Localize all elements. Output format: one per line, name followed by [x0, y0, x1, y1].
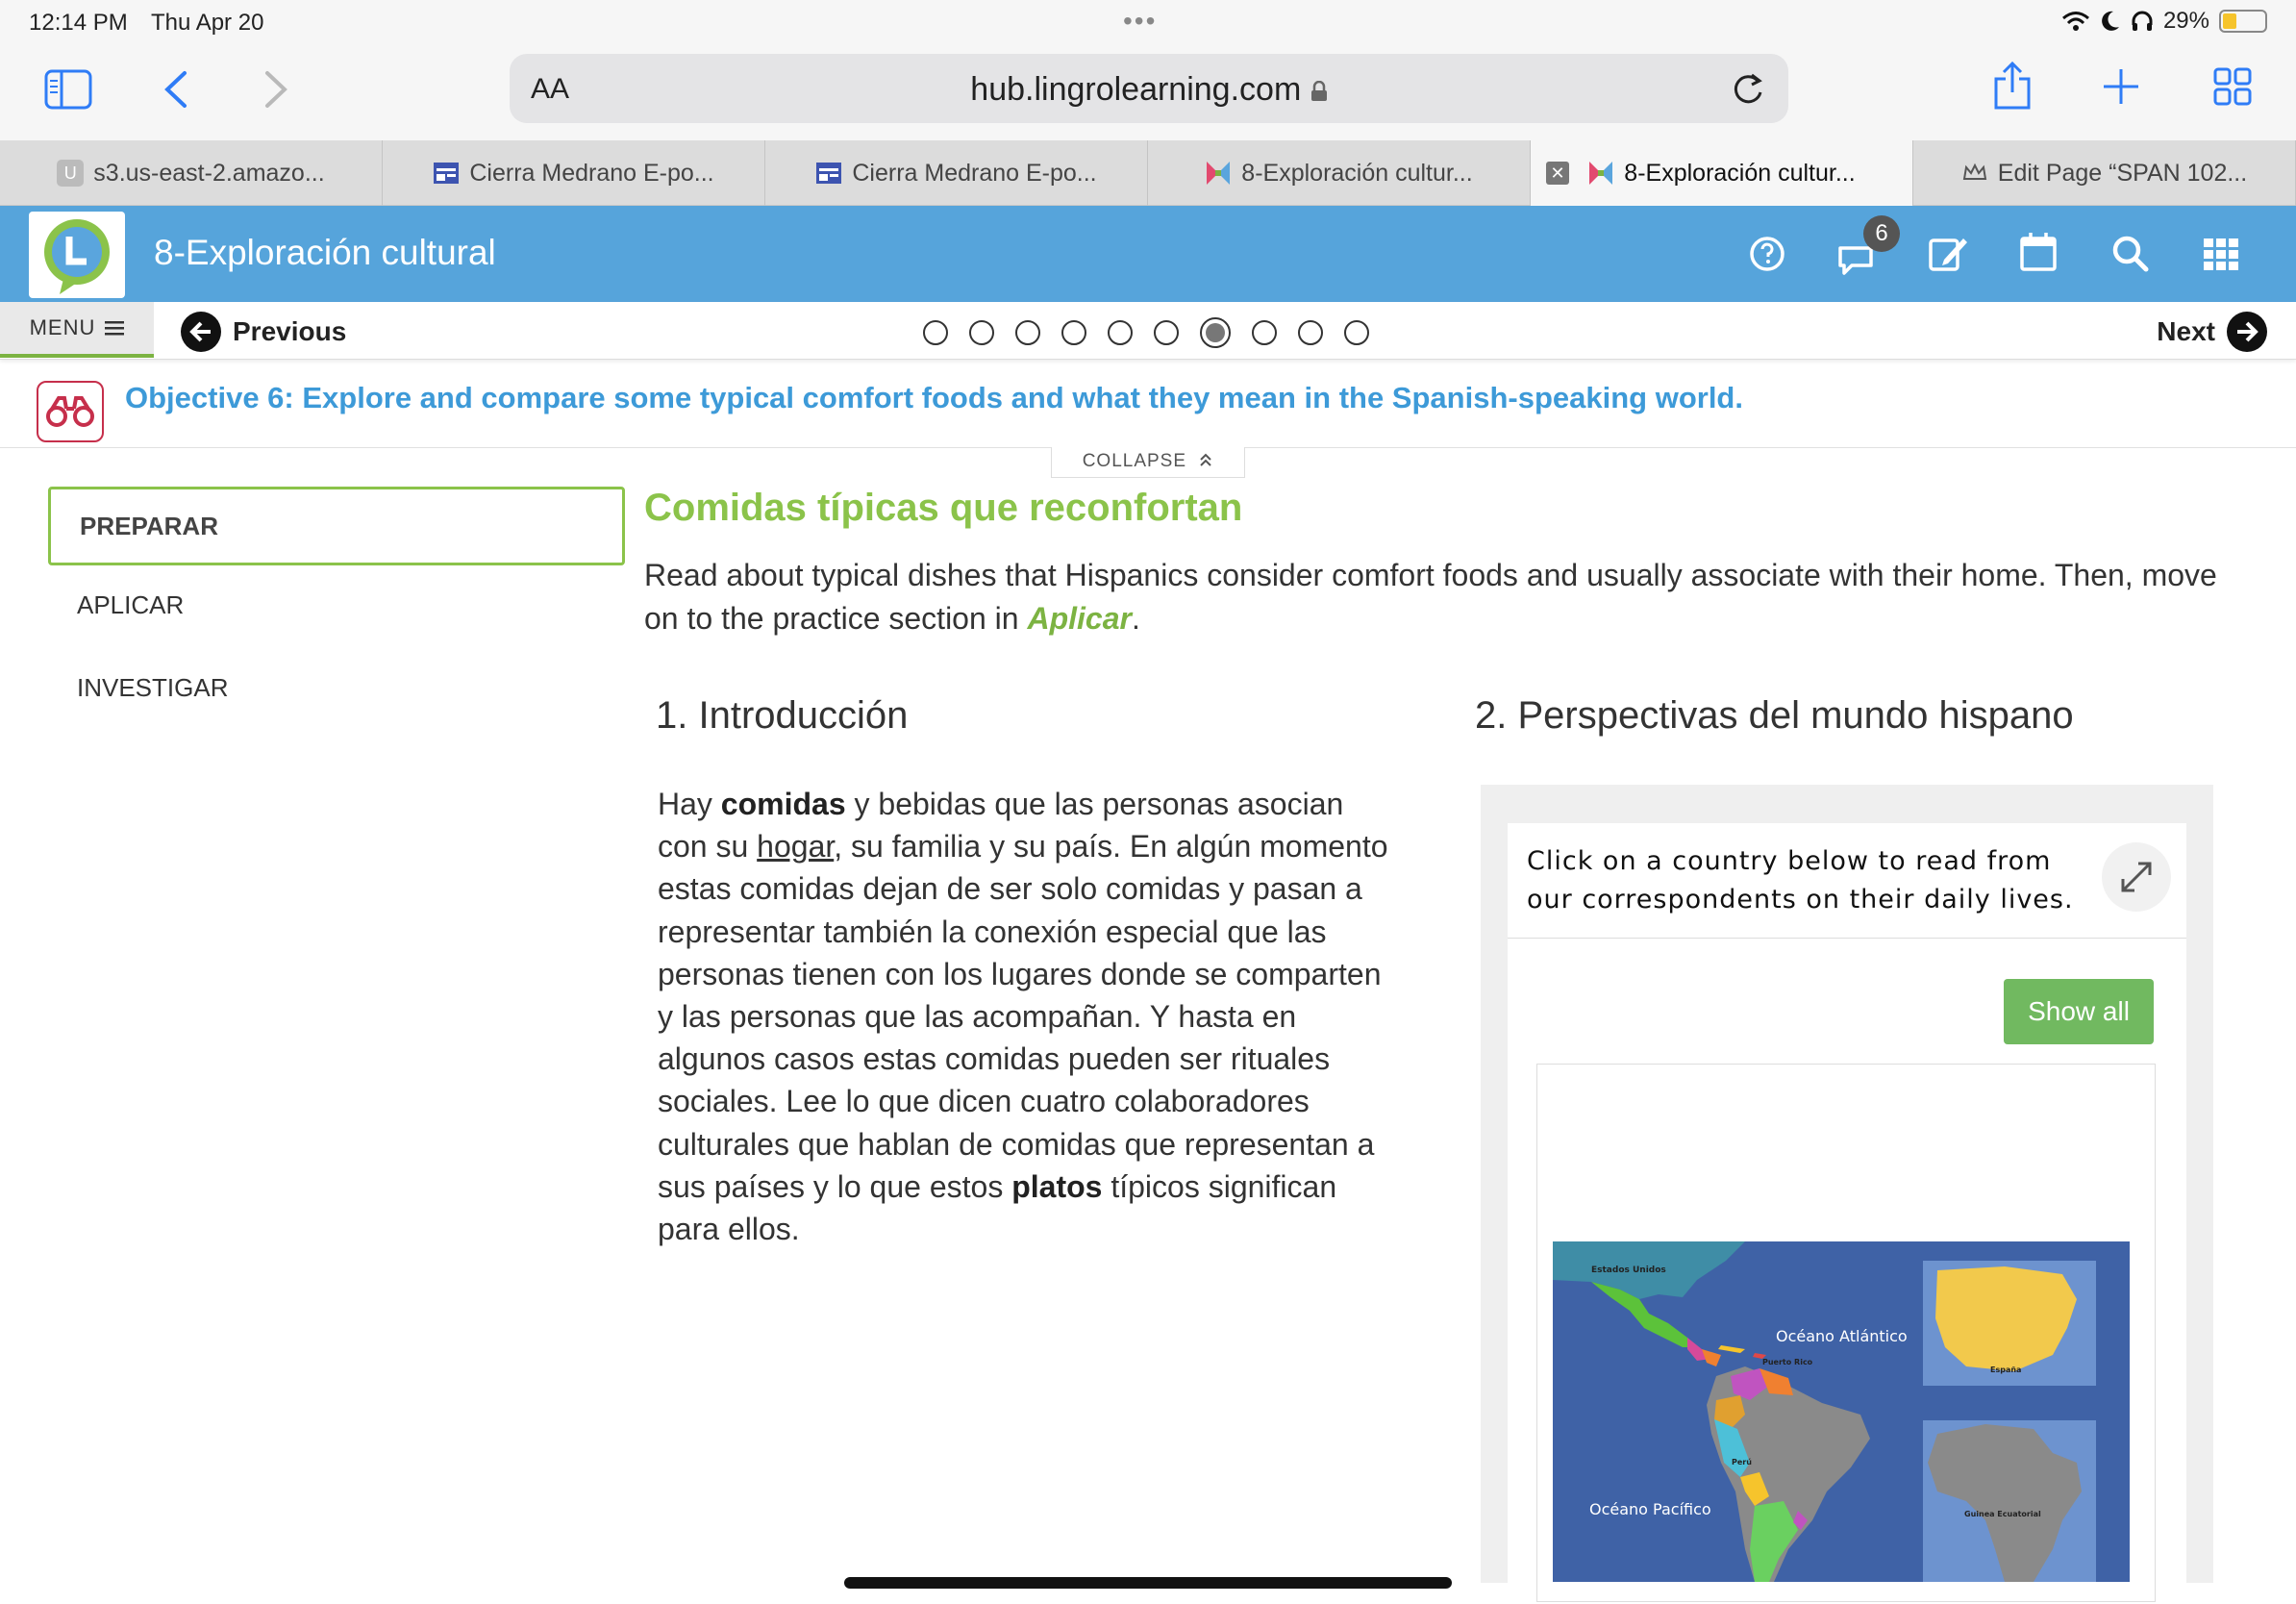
collapse-label: COLLAPSE [1082, 451, 1187, 471]
menu-label: MENU [29, 315, 96, 339]
menu-button[interactable] [0, 302, 154, 358]
section-sidebar [48, 487, 625, 727]
sidebar-item-investigar[interactable] [48, 648, 625, 727]
home-indicator[interactable] [844, 1577, 1452, 1589]
battery-percent: 29% [2162, 8, 2209, 34]
tab-label: 8-Exploración cultur... [1241, 159, 1473, 187]
map-label-eq-guinea: Guinea Ecuatorial [1964, 1510, 2041, 1518]
next-label: Next [2157, 316, 2215, 346]
multitask-dots-icon[interactable]: ••• [1123, 6, 1158, 36]
address-bar[interactable] [510, 54, 1788, 123]
share-icon[interactable] [1992, 62, 2033, 112]
map-label-pacific: Océano Pacífico [1589, 1500, 1711, 1518]
page-dot[interactable] [1108, 320, 1133, 345]
expand-icon [2119, 860, 2154, 894]
page-dot[interactable] [1154, 320, 1179, 345]
binoculars-icon [37, 381, 104, 442]
previous-button[interactable] [181, 312, 346, 352]
sidebar-item-label: PREPARAR [80, 511, 218, 540]
hamburger-icon [105, 320, 124, 336]
page-dot[interactable] [1015, 320, 1040, 345]
lock-icon [1310, 81, 1328, 102]
close-tab-icon[interactable]: ✕ [1546, 162, 1569, 185]
map-label-spain: España [1990, 1366, 2022, 1374]
form-icon [815, 160, 842, 187]
messages-badge: 6 [1863, 215, 1900, 252]
tab-overview-icon[interactable] [2213, 67, 2252, 106]
page-indicator [923, 317, 1369, 348]
tab-label: s3.us-east-2.amazo... [93, 159, 325, 187]
widget-header [1508, 823, 2186, 939]
browser-tab[interactable] [0, 140, 383, 206]
map-label-puerto-rico: Puerto Rico [1762, 1358, 1813, 1366]
bow-icon [1587, 160, 1614, 187]
sidebar-item-aplicar[interactable] [48, 565, 625, 644]
sidebar-item-label: INVESTIGAR [77, 672, 229, 702]
page-dot[interactable] [1252, 320, 1277, 345]
lingro-logo[interactable] [29, 212, 125, 298]
aplicar-link[interactable]: Aplicar [1027, 601, 1132, 636]
page-dot[interactable] [1061, 320, 1086, 345]
status-date: Thu Apr 20 [151, 10, 264, 36]
text-size-button[interactable]: AA [531, 73, 570, 105]
tab-label: Cierra Medrano E-po... [469, 159, 714, 187]
arrow-right-icon [2227, 312, 2267, 352]
latin-america-map[interactable] [1553, 1241, 2130, 1582]
forward-icon[interactable] [262, 69, 290, 110]
moon-icon [2100, 10, 2121, 33]
previous-label: Previous [233, 316, 347, 346]
edit-icon[interactable] [1927, 227, 1969, 281]
browser-toolbar [0, 44, 2296, 140]
tab-label: 8-Exploración cultur... [1624, 159, 1856, 187]
introduccion-paragraph: Hay comidas y bebidas que las personas asocian con su hogar, su familia y su país. En algún momento estas comidas dejan de ser solo comidas y pasan a representar también la conexión especial que las personas tienen con los lugares donde se comparten y las personas que las acompañan. Y hasta en algunos casos estas comidas pueden ser rituales sociales. Lee lo que dicen cuatro colaboradores culturales que hablan de comidas que representan a sus países y lo que estos platos típicos significan para ellos. [658, 787, 1388, 1247]
form-icon [433, 160, 460, 187]
browser-tab[interactable] [383, 140, 765, 206]
expand-button[interactable] [2102, 842, 2171, 912]
page-dot[interactable] [969, 320, 994, 345]
page-title: Comidas típicas que reconfortan [644, 487, 1243, 529]
tab-label: Cierra Medrano E-po... [852, 159, 1097, 187]
help-icon[interactable] [1748, 227, 1786, 281]
browser-tab[interactable] [1913, 140, 2296, 206]
status-bar [0, 0, 2296, 44]
battery-icon [2219, 10, 2267, 33]
tab-label: Edit Page “SPAN 102... [1997, 159, 2248, 187]
section-heading-introduccion: 1. Introducción [656, 694, 909, 737]
apps-grid-icon[interactable] [2202, 227, 2240, 281]
wifi-icon [2061, 10, 2090, 33]
u-icon: U [57, 160, 84, 187]
map-label-atlantic: Océano Atlántico [1776, 1327, 1908, 1345]
reload-icon[interactable] [1731, 69, 1765, 108]
intro-text: Read about typical dishes that Hispanics consider comfort foods and usually associate with their home. Then, move on to the practice section in Aplicar. [644, 558, 2217, 636]
page-dot[interactable] [1298, 320, 1323, 345]
lesson-nav [0, 302, 2296, 360]
url-text: hub.lingrolearning.com [510, 71, 1788, 109]
browser-tab-active[interactable] [1531, 140, 1913, 206]
section-heading-perspectivas: 2. Perspectivas del mundo hispano [1475, 694, 2074, 737]
calendar-icon[interactable] [2019, 227, 2058, 281]
map-widget [1508, 823, 2186, 1592]
sidebar-item-preparar[interactable] [48, 487, 625, 565]
arrow-left-icon [181, 312, 221, 352]
browser-tab[interactable] [1148, 140, 1531, 206]
objective-text: Objective 6: Explore and compare some typical comfort foods and what they mean in the Spanish-speaking world. [125, 381, 1743, 414]
widget-instructions: Click on a country below to read from our correspondents on their daily lives. [1527, 846, 2074, 915]
map-widget-container [1481, 785, 2213, 1583]
map-label-peru: Perú [1732, 1458, 1752, 1466]
search-icon[interactable] [2109, 227, 2150, 281]
page-dot[interactable] [923, 320, 948, 345]
status-time: 12:14 PM [29, 10, 128, 36]
chevron-up-double-icon [1198, 452, 1213, 467]
bow-icon [1205, 160, 1232, 187]
collapse-button[interactable] [1051, 447, 1245, 478]
hogar-link[interactable]: hogar [757, 829, 835, 865]
objective-banner [0, 362, 2296, 448]
new-tab-icon[interactable] [2102, 67, 2140, 106]
next-button[interactable] [2157, 312, 2267, 352]
browser-tabs [0, 140, 2296, 206]
headphones-icon [2131, 10, 2154, 33]
crown-icon [1961, 160, 1988, 187]
app-title: 8-Exploración cultural [154, 233, 496, 272]
back-icon[interactable] [162, 69, 190, 110]
page-dot-current[interactable] [1200, 317, 1231, 348]
page-dot[interactable] [1344, 320, 1369, 345]
logo-icon [29, 212, 125, 298]
map-frame [1536, 1064, 2156, 1602]
app-header [0, 206, 2296, 302]
sidebar-item-label: APLICAR [77, 589, 185, 619]
map-label-usa: Estados Unidos [1591, 1266, 1666, 1275]
browser-tab[interactable] [765, 140, 1148, 206]
show-all-button[interactable]: Show all [2004, 979, 2154, 1044]
sidebar-toggle-icon[interactable] [44, 69, 92, 110]
